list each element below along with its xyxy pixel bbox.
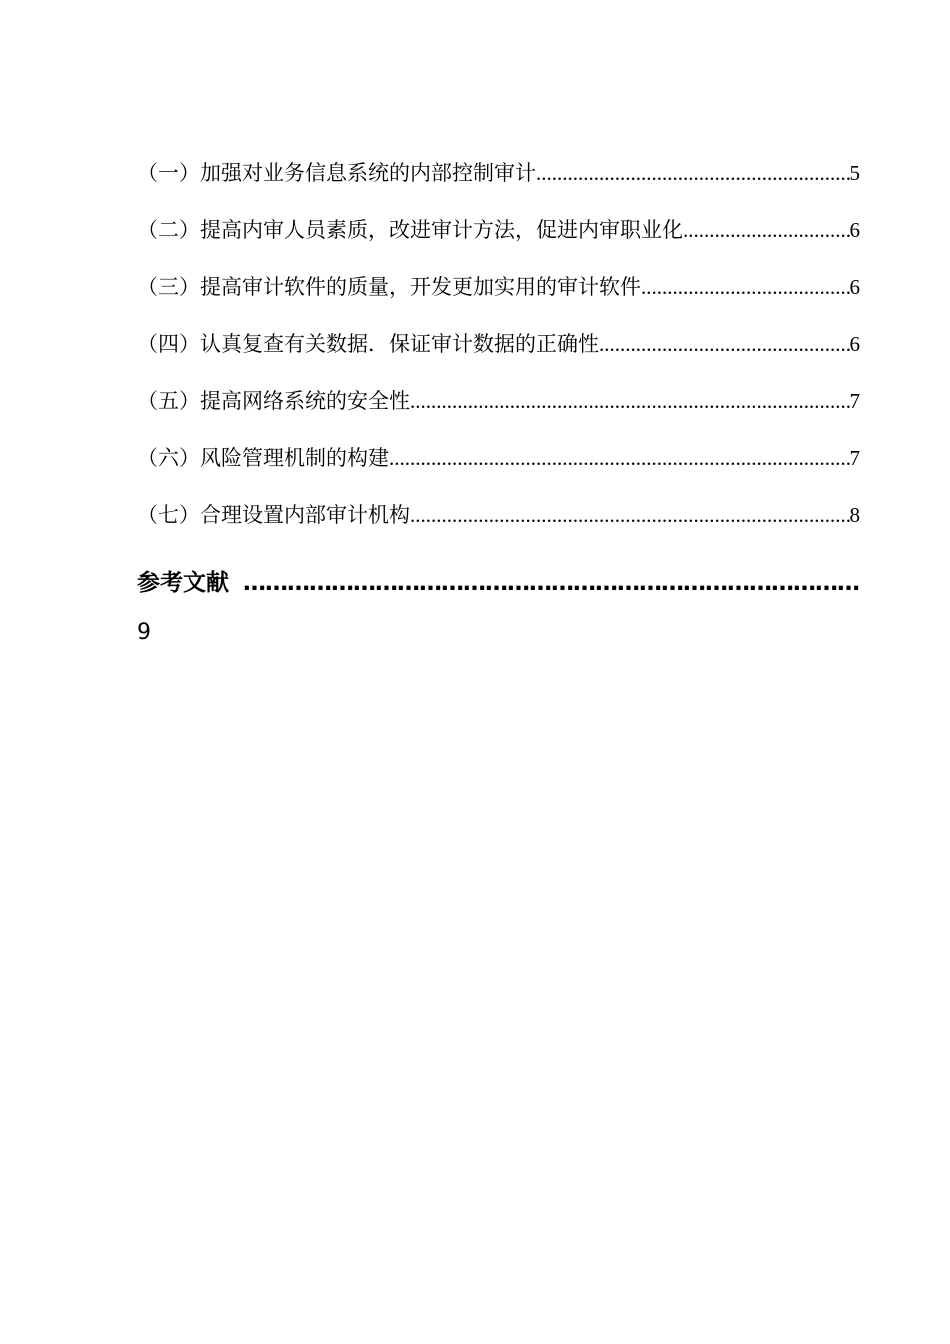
toc-page-number: 8 xyxy=(849,503,860,527)
references-dot-leader xyxy=(243,563,860,603)
toc-dot-leader xyxy=(641,269,850,305)
table-of-contents xyxy=(137,155,860,554)
toc-page-number: 7 xyxy=(849,389,860,413)
toc-dot-leader xyxy=(410,383,850,419)
toc-page-number: 6 xyxy=(849,332,860,356)
toc-entry-label: （二）提高内审人员素质，改进审计方法，促进内审职业化 xyxy=(137,218,683,242)
toc-entry-label: （六）风险管理机制的构建 xyxy=(137,446,389,470)
toc-entry-1[interactable] xyxy=(137,155,860,212)
references-heading-line xyxy=(137,563,860,603)
toc-entry-4[interactable] xyxy=(137,326,860,383)
references-page-number: 9 xyxy=(137,620,151,645)
toc-page-number: 7 xyxy=(849,446,860,470)
toc-entry-label: （三）提高审计软件的质量，开发更加实用的审计软件 xyxy=(137,275,641,299)
toc-dot-leader xyxy=(683,212,850,248)
toc-entry-references[interactable] xyxy=(137,563,860,649)
toc-dot-leader xyxy=(599,326,850,362)
toc-page-number: 5 xyxy=(849,161,860,185)
toc-dot-leader xyxy=(410,497,850,533)
toc-page-number: 6 xyxy=(849,275,860,299)
toc-entry-label: （四）认真复查有关数据．保证审计数据的正确性 xyxy=(137,332,599,356)
toc-entry-6[interactable] xyxy=(137,440,860,497)
toc-entry-2[interactable] xyxy=(137,212,860,269)
toc-entry-label: （七）合理设置内部审计机构 xyxy=(137,503,410,527)
toc-page-number: 6 xyxy=(849,218,860,242)
toc-dot-leader xyxy=(389,440,850,476)
toc-entry-label: （五）提高网络系统的安全性 xyxy=(137,389,410,413)
toc-dot-leader xyxy=(536,155,850,191)
toc-entry-7[interactable] xyxy=(137,497,860,554)
toc-entry-5[interactable] xyxy=(137,383,860,440)
toc-entry-3[interactable] xyxy=(137,269,860,326)
references-label: 参考文献 xyxy=(137,570,229,596)
toc-entry-label: （一）加强对业务信息系统的内部控制审计 xyxy=(137,161,536,185)
